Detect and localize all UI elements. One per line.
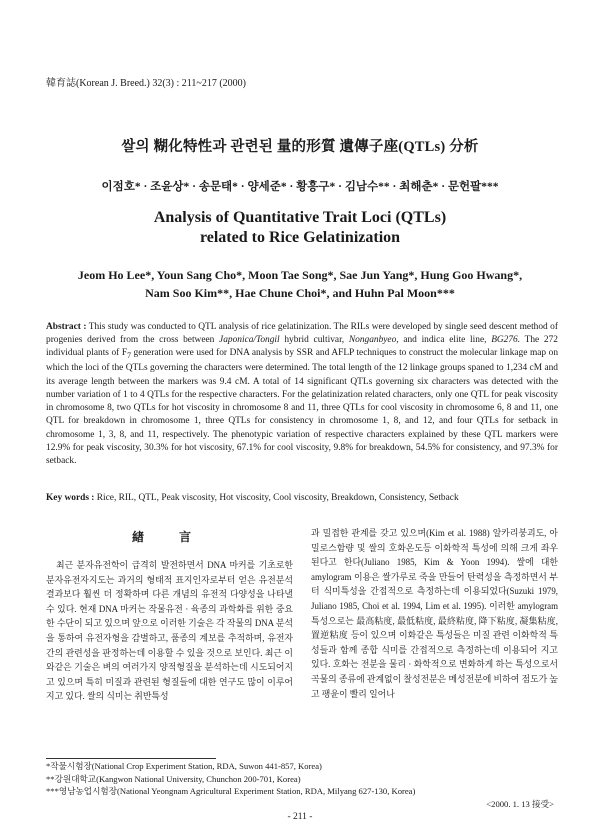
keywords-label: Key words : [46,493,95,503]
section-heading: 緖 言 [131,530,207,544]
abstract-text-5: generation were used for DNA analysis by SSR and AFLP techniques to construct the molecular linkage map on which the loci of the QTLs governing the characters were determined. The total length of the 12 linkage groups spaned to 1,234 cM and its average length between the markers was 9.4 cM. A total of 14 significant QTLs governing six characters was detected with the number variation of 1 to 4 QTLs for the respective characters. For the gelatinization related characters, only one QTL for peak viscosity in chromosome 8, two QTLs for hot viscosity in chromosome 8 and 11, three QTLs for cool viscosity in chromosome 6, 8 and 11, one QTL for breakdown in chromosome 1, three QTLs for consistency in chromosome 1, 8, and 12, and four QTLs for setback in chromosome 1, 3, 8, and 11, respectively. The phenotypic variation of respective characters explained by these QTL markers were 12.9% for peak viscosity, 30.3% for hot viscosity, 67.1% for cool viscosity, 9.8% for breakdown, 54.5% for consistency, and 97.3% for setback. [46,348,559,466]
footnote-rule [46,758,216,759]
abstract-text-3: and indica elite line, [398,335,492,346]
abstract-label: Abstract : [46,322,87,332]
abstract-text-2: hybrid cultivar, [279,335,349,346]
keywords-text: Rice, RIL, QTL, Peak viscosity, Hot viscosity, Cool viscosity, Breakdown, Consistency, Setback [94,493,459,503]
abstract-subscript: 7 [127,351,131,361]
received-date: <2000. 1. 13 接受> [486,799,554,809]
korean-title: 쌀의 糊化特性과 관련된 量的形質 遺傳子座(QTLs) 分析 [121,139,479,155]
keywords [46,492,558,505]
footnotes [46,760,558,798]
abstract-cultivar-1: Japonica/Tongil [219,335,280,346]
footnote-3: ***영남농업시험장(National Yeongnam Agricultural Experiment Station, RDA, Milyang 627-130, Korea) [46,786,416,797]
english-authors-line-2: Nam Soo Kim**, Hae Chune Choi*, and Huhn Pal Moon*** [145,286,455,300]
abstract [46,321,558,468]
right-column-text: 과 밀접한 관계를 갖고 있으며(Kim et al. 1988) 알카리붕괴도, 아밀로스함량 및 쌀의 호화온도등 이화학적 특성에 의해 크게 좌우된다고 한다(Juliano 1985, Kim & Yoon 1994). 쌀에 대한 amylogram 이용은 쌀가루로 죽을 만들어 탄력성을 측정하면서 부터 식미특성을 간접적으로 측정하는데 이용되었다(Suzuki 1979, Juliano 1985, Choi et al. 1994, Lim et al. 1995). 이러한 amylogram 특성으로는 最高粘度, 最低粘度, 最終粘度, 降下粘度, 凝集粘度, 置逆粘度 등이 있으며 이화같은 특성들은 미질 관련 이화학적 특성들과 함께 종합 식미를 간접적으로 측정하는데 이용되어 지고 있다. 호화는 전분을 물리 · 화학적으로 변화하게 하는 특성으로서 곡물의 종류에 관계없이 찰성전분은 메성전분에 비하여 점도가 높고 팽윤이 빨리 일어나 [311,528,559,699]
abstract-text-1: This study was conducted to QTL analysis of rice gelatinization. The RILs were developed by single seed descent method of progenies derived from the cross between [46,322,558,346]
journal-citation: 韓育誌(Korean J. Breed.) 32(3) : 211~217 (2000) [46,78,246,89]
right-column [311,526,558,701]
korean-authors: 이점호* · 조윤상* · 송문태* · 양세준* · 황흥구* · 김남수** · 최해춘* · 문헌팔*** [101,181,499,193]
page-number: - 211 - [287,812,313,822]
english-title-line-2: related to Rice Gelatinization [199,229,401,246]
abstract-text-4: The 272 individual plants of F [46,335,558,359]
abstract-cultivar-2: Nonganbyeo, [348,335,399,346]
left-column [46,526,293,704]
abstract-cultivar-3: BG276. [491,335,521,346]
english-title [0,208,600,248]
footnote-2: **강원대학교(Kangwon National University, Chunchon 200-701, Korea) [46,773,301,784]
english-title-line-1: Analysis of Quantitative Trait Loci (QTLs) [153,209,447,226]
english-authors-line-1: Jeom Ho Lee*, Youn Sang Cho*, Moon Tae Song*, Sae Jun Yang*, Hung Goo Hwang*, [77,268,523,282]
english-authors [0,266,600,302]
left-column-text: 최근 분자유전학이 급격히 발전하면서 DNA 마커를 기초로한 분자유전자지도는 과거의 형태적 표지인자로부터 얻은 유전분석 결과보다 훨씬 더 정확하며 다른 개념의 유전적 다양성을 나타낼 수 있다. 현재 DNA 마커는 작물유전 · 육종의 과학화를 위한 중요한 수단이 되고 있으며 앞으로 이러한 기술은 각 작물의 DNA 분석을 통하여 유전자형을 감별하고, 품종의 계보를 추적하며, 유전자간의 관련성을 판정하는데 이용할 수 있을 것으로 보인다. 최근 이와같은 기술은 벼의 여러가지 양적형질을 분석하는데 시도되어지고 있으며 특히 미질과 관련된 형질들에 대한 연구도 많이 이루어 지고 있다. 쌀의 식미는 취반특성 [46,560,293,702]
footnote-1: *작물시험장(National Crop Experiment Station, RDA, Suwon 441-857, Korea) [46,761,322,771]
